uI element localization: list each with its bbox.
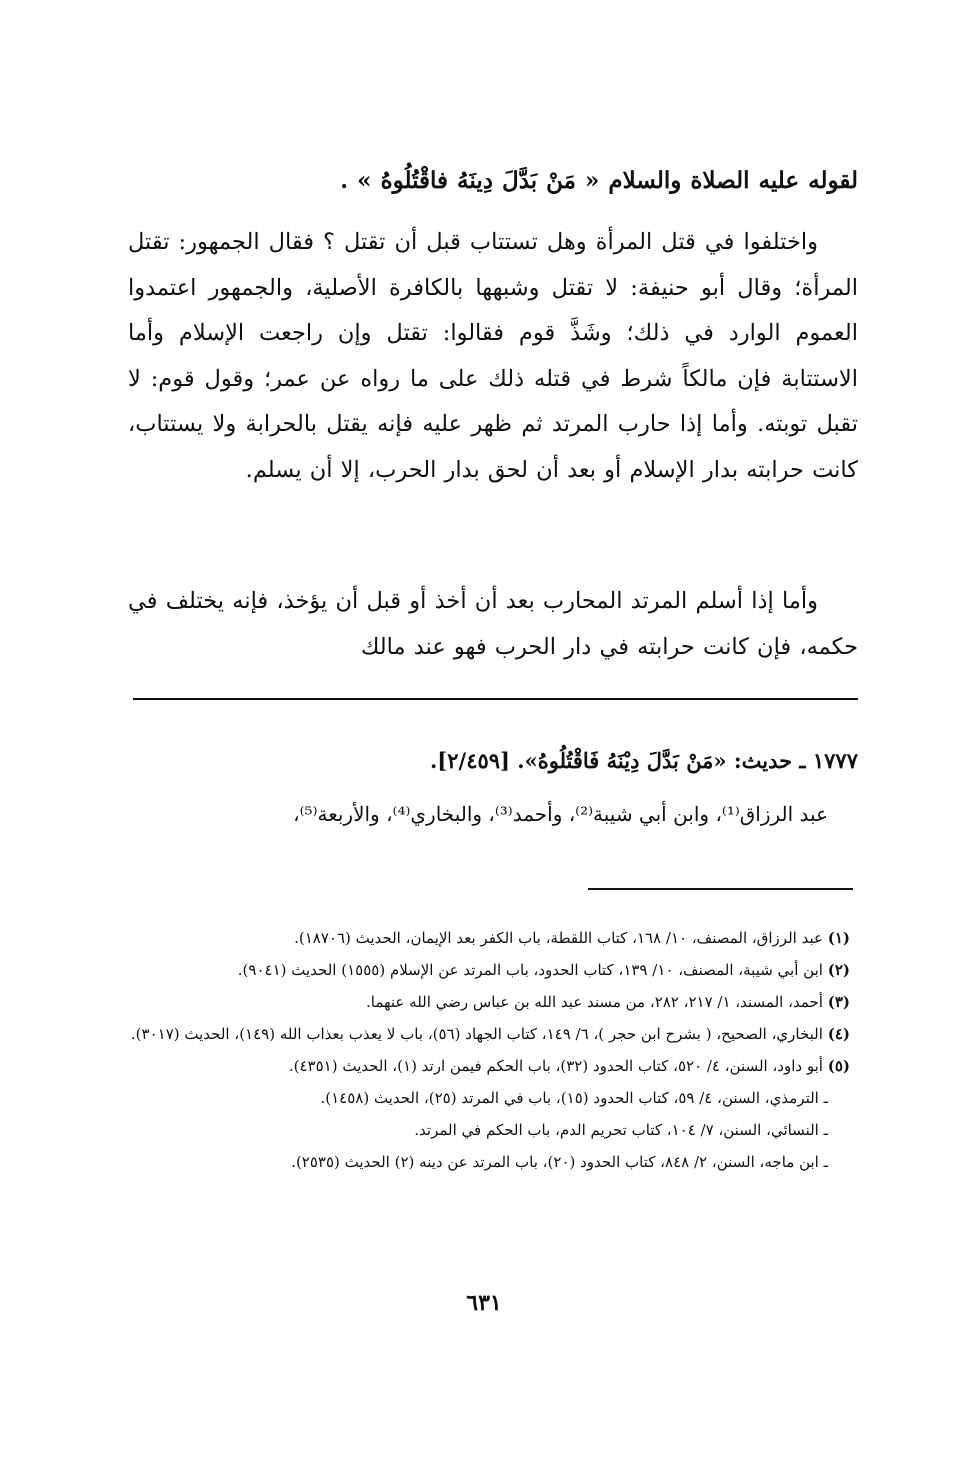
- footnote-5-sub-tirmidhi: ـ الترمذي، السنن، ٤/ ٥٩، كتاب الحدود (١٥)، باب في المرتد (٢٥)، الحديث (١٤٥٨).: [320, 1089, 828, 1107]
- footnote-rule: [588, 888, 853, 890]
- footnote-text: أبو داود، السنن، ٤/ ٥٢٠، كتاب الحدود (٣٢)، باب الحكم فيمن ارتد (١)، الحديث (٤٣٥١).: [288, 1057, 823, 1075]
- footnote-text: أحمد، المسند، ١/ ٢١٧، ٢٨٢، من مسند عبد الله بن عباس رضي الله عنهما.: [365, 993, 823, 1011]
- footnote-number: (١): [827, 929, 850, 947]
- footnote-5-sub-nasai: ـ النسائي، السنن، ٧/ ١٠٤، كتاب تحريم الدم، باب الحكم في المرتد.: [414, 1121, 828, 1139]
- footnote-text: ابن أبي شيبة، المصنف، ١٠/ ١٣٩، كتاب الحدود، باب المرتد عن الإسلام (١٥٥٥) الحديث (٩٠٤١).: [237, 961, 823, 979]
- hadith-heading: ١٧٧٧ ـ حديث: «مَنْ بَدَّلَ دِيْنَهُ فَاقْتُلُوهُ». [٢/٤٥٩].: [430, 748, 858, 773]
- footnote-number: (٢): [827, 961, 850, 979]
- footnote-4: [130, 1018, 850, 1050]
- footnote-5: [130, 1050, 850, 1082]
- footnotes: [130, 922, 850, 1178]
- footnote-2: [130, 954, 850, 986]
- page-number: ٦٣١: [466, 1290, 502, 1316]
- main-text-opening-line: لقوله عليه الصلاة والسلام « مَنْ بَدَّلَ دِينَهُ فاقْتُلُوهُ » .: [340, 167, 858, 194]
- footnote-number: (٥): [827, 1057, 850, 1075]
- footnote-1: [130, 922, 850, 954]
- footnote-text: عبد الرزاق، المصنف، ١٠/ ١٦٨، كتاب اللقطة، باب الكفر بعد الإيمان، الحديث (١٨٧٠٦).: [294, 929, 823, 947]
- main-text-paragraph-1: واختلفوا في قتل المرأة وهل تستتاب قبل أن تقتل ؟ فقال الجمهور: تقتل المرأة؛ وقال أبو حنيفة: لا تقتل وشبهها بالكافرة الأصلية، والجمهور اعتمدوا العموم الوارد في ذلك؛ وشَذَّ قوم فقالوا: تقتل وإن راجعت الإسلام وأما الاستتابة فإن مالكاً شرط في قتله ذلك على ما رواه عن عمر؛ وقول قوم: لا تقبل توبته. وأما إذا حارب المرتد ثم ظهر عليه فإنه يقتل بالحرابة ولا يستتاب، كانت حرابته بدار الإسلام أو بعد أن لحق بدار الحرب، إلا أن يسلم.: [128, 229, 858, 483]
- separator-rule: [133, 698, 858, 700]
- footnote-3: [130, 986, 850, 1018]
- footnote-text: البخاري، الصحيح، ( بشرح ابن حجر )، ٦/ ١٤٩، كتاب الجهاد (٥٦)، باب لا يعذب بعذاب الله (١٤٩)، الحديث (٣٠١٧).: [130, 1025, 823, 1043]
- main-text-paragraph-2: وأما إذا أسلم المرتد المحارب بعد أن أخذ أو قبل أن يؤخذ، فإنه يختلف في حكمه، فإن كانت حرابته في دار الحرب فهو عند مالك: [128, 588, 858, 660]
- hadith-sources: عبد الرزاق⁽¹⁾، وابن أبي شيبة⁽²⁾، وأحمد⁽³⁾، والبخاري⁽⁴⁾، والأربعة⁽⁵⁾،: [293, 802, 828, 826]
- footnote-5-sub-ibn-majah: ـ ابن ماجه، السنن، ٢/ ٨٤٨، كتاب الحدود (٢٠)، باب المرتد عن دينه (٢) الحديث (٢٥٣٥).: [291, 1153, 828, 1171]
- footnote-number: (٤): [827, 1025, 850, 1043]
- footnote-number: (٣): [827, 993, 850, 1011]
